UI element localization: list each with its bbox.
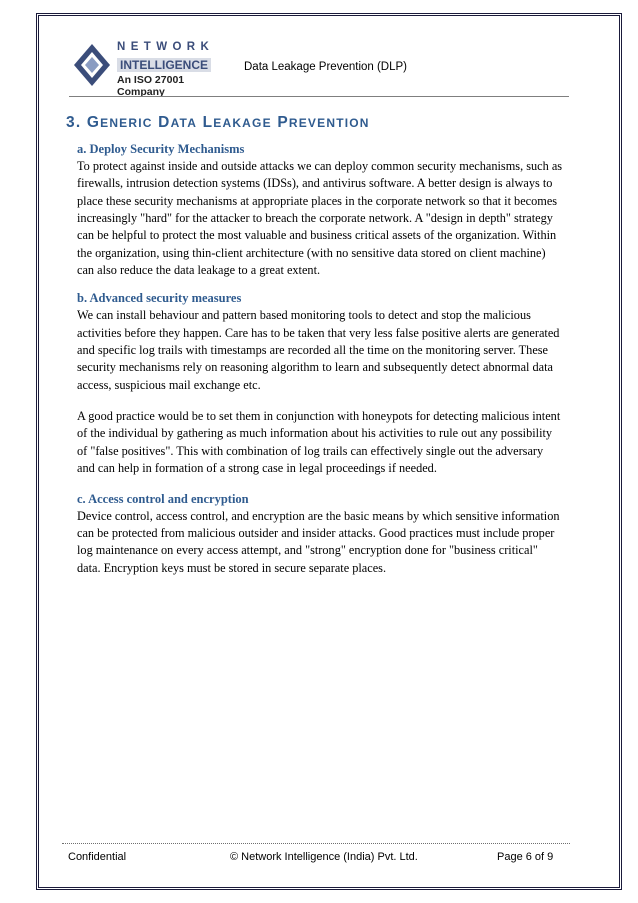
section-heading [66,114,370,132]
paragraph: We can install behaviour and pattern based monitoring tools to detect and stop the malicious activities before they happen. Care has to be taken that very less false positive alerts are generated and specific log trails with timestamps are recorded all the time on the monitoring server. These security mechanisms rely on reasoning algorithm to learn and subsequently detect abnormal data access, suspicious mail exchange etc. [77,308,560,392]
header-divider [69,96,569,97]
footer-copyright: © Network Intelligence (India) Pvt. Ltd. [230,851,418,863]
subsection-heading: a. Deploy Security Mechanisms [77,142,245,156]
logo-text-intelligence: INTELLIGENCE [117,58,211,72]
footer-confidential: Confidential [68,851,127,863]
subsection-heading: b. Advanced security measures [77,291,242,306]
paragraph: Device control, access control, and encryption are the basic means by which sensitive information can be protected from malicious outsider and insider attacks. Good practices must include proper log maintenance on every access attempt, and "strong" encryption done for "business critical" data. Encryption keys must be stored in secure separate places. [77,508,560,575]
main-content [77,140,563,577]
footer-page-number: Page 6 of 9 [497,851,554,863]
section-word: DATA [158,114,198,131]
paragraph: To protect against inside and outside attacks we can deploy common security mechanisms, such as firewalls, intrusion detection systems (IDSs), and antivirus software. A better design is always to place these security mechanisms at appropriate places in the corporate network so that it becomes increasingly "hard" for the attacker to breach the corporate network. A "design in depth" strategy can be helpful to protect the most valuable and business critical assets of the organization. Within the organization, using thin-client architecture (with no sensitive data stored on client machine) can also reduce the data leakage to a great extent. [77,159,563,278]
section-number: 3. [66,114,82,131]
section-word: PREVENTION [277,114,370,131]
subsection-heading: c. Access control and encryption [77,491,249,506]
diamond-logo-icon [72,42,112,88]
section-word: GENERIC [86,114,153,131]
section-word: LEAKAGE [202,114,272,131]
footer-divider [62,843,570,844]
document-title: Data Leakage Prevention (DLP) [244,61,408,73]
logo-text-network: NETWORK [117,41,215,53]
logo-tagline: An ISO 27001 Company [117,74,185,98]
company-logo [72,38,222,98]
paragraph: A good practice would be to set them in conjunction with honeypots for detecting malicious intent of the individual by gathering as much information about his activities to rule out any possibility of "false positives". This with combination of log trails can effectively single out the adversary and can help in formation of a strong case in legal proceedings if needed. [77,409,561,476]
